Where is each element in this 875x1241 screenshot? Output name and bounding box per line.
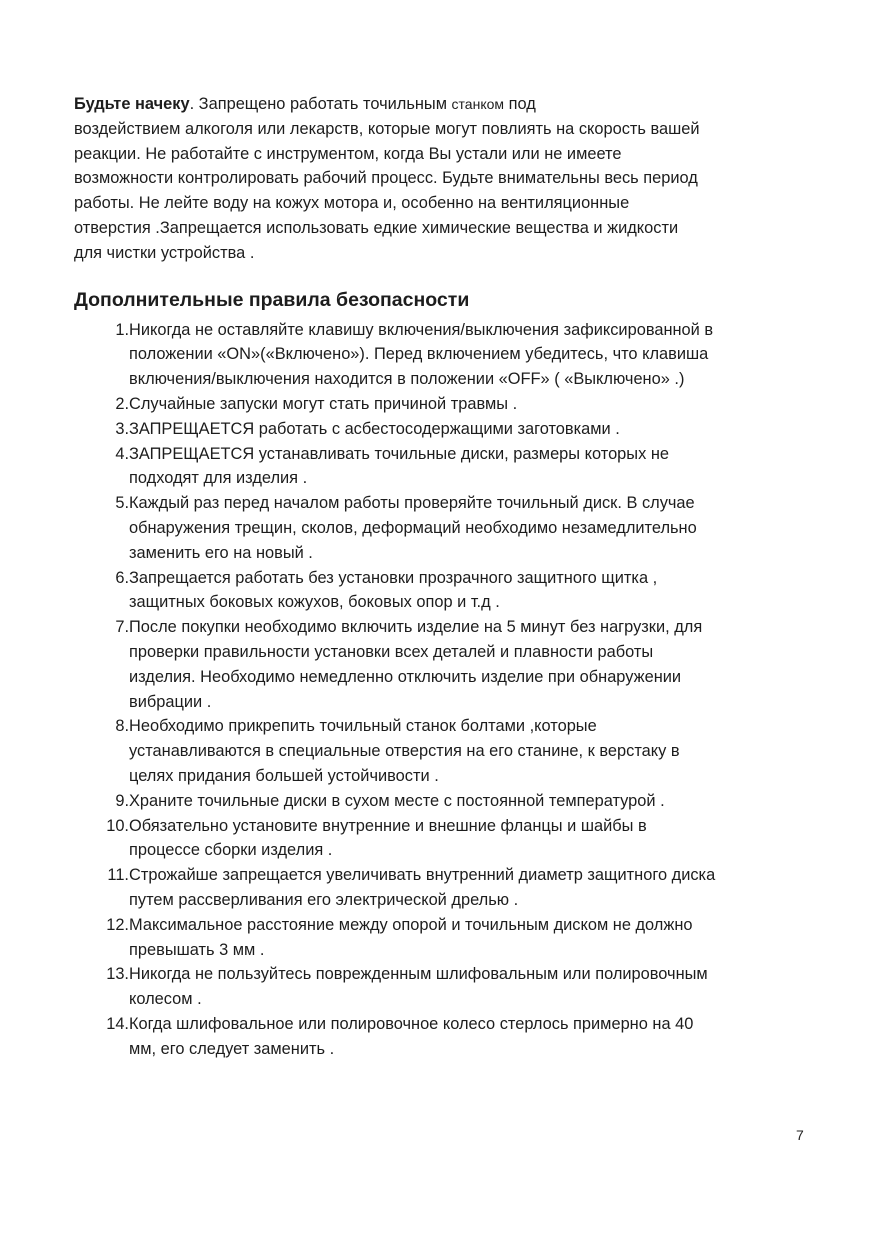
rule-text-line: ЗАПРЕЩАЕТСЯ устанавливать точильные диски, размеры которых не: [129, 444, 669, 463]
rule-text: [129, 863, 809, 913]
rule-text-line: целях придания большей устойчивости .: [129, 766, 439, 785]
safety-rules-list: [74, 318, 814, 1062]
document-page: [74, 92, 814, 1061]
rule-text-line: Строжайше запрещается увеличивать внутренний диаметр защитного диска: [129, 866, 716, 885]
rule-number: 2.: [115, 394, 129, 413]
rule-text: [129, 318, 809, 392]
rule-item: [74, 1012, 814, 1062]
rule-item: [74, 566, 814, 616]
rule-item: [74, 491, 814, 565]
rule-text-line: подходят для изделия .: [129, 469, 308, 488]
rule-number: 13.: [106, 965, 129, 984]
rule-text: [129, 442, 809, 492]
rule-text: [129, 417, 809, 442]
rule-item: [74, 392, 814, 417]
rule-number: 5.: [115, 494, 129, 513]
rule-number: 12.: [106, 915, 129, 934]
rule-item: [74, 913, 814, 963]
rule-text: [129, 615, 809, 714]
intro-line-7: для чистки устройства .: [74, 243, 255, 262]
rule-item: [74, 962, 814, 1012]
rule-text: [129, 714, 809, 788]
rule-text: [129, 1012, 809, 1062]
rule-text: [129, 491, 809, 565]
intro-line-1: [74, 92, 814, 117]
rule-text-line: обнаружения трещин, сколов, деформаций необходимо незамедлительно: [129, 518, 697, 537]
intro-line-1-part-a: . Запрещено работать точильным: [189, 95, 452, 113]
rule-item: [74, 318, 814, 392]
intro-paragraph: [74, 92, 814, 266]
rule-text-line: путем рассверливания его электрической дрелью .: [129, 890, 519, 909]
rule-text: [129, 566, 809, 616]
rule-text-line: процессе сборки изделия .: [129, 841, 333, 860]
page-number: 7: [796, 1127, 804, 1143]
rule-text-line: мм, его следует заменить .: [129, 1039, 335, 1058]
rule-number: 10.: [106, 816, 129, 835]
rule-text: [129, 392, 809, 417]
rule-text-line: заменить его на новый .: [129, 543, 313, 562]
rule-text-line: включения/выключения находится в положении «OFF» ( «Выключено» .): [129, 370, 685, 389]
rule-text-line: превышать 3 мм .: [129, 940, 265, 959]
intro-line-3: реакции. Не работайте с инструментом, когда Вы устали или не имеете: [74, 144, 622, 163]
rule-text-line: Никогда не пользуйтесь поврежденным шлифовальным или полировочным: [129, 965, 708, 984]
rule-text-line: защитных боковых кожухов, боковых опор и т.д .: [129, 593, 500, 612]
rule-text-line: ЗАПРЕЩАЕТСЯ работать с асбестосодержащими заготовками .: [129, 419, 620, 438]
rule-text-line: Необходимо прикрепить точильный станок болтами ,которые: [129, 717, 597, 736]
rule-text-line: Запрещается работать без установки прозрачного защитного щитка ,: [129, 568, 658, 587]
rule-number: 7.: [115, 618, 129, 637]
rule-item: [74, 789, 814, 814]
rule-text: [129, 789, 809, 814]
rule-number: 8.: [115, 717, 129, 736]
rule-number: 6.: [115, 568, 129, 587]
rule-number: 3.: [115, 419, 129, 438]
rule-number: 1.: [115, 320, 129, 339]
rule-text-line: После покупки необходимо включить изделие на 5 минут без нагрузки, для: [129, 618, 703, 637]
rule-text: [129, 913, 809, 963]
rule-number: 9.: [115, 791, 129, 810]
intro-line-6: отверстия .Запрещается использовать едкие химические вещества и жидкости: [74, 218, 679, 237]
section-title: Дополнительные правила безопасности: [74, 288, 470, 311]
rule-text-line: Каждый раз перед началом работы проверяйте точильный диск. В случае: [129, 494, 695, 513]
rule-text-line: Обязательно установите внутренние и внешние фланцы и шайбы в: [129, 816, 647, 835]
rule-text-line: Храните точильные диски в сухом месте с постоянной температурой .: [129, 791, 665, 810]
rule-item: [74, 814, 814, 864]
rule-text-line: Когда шлифовальное или полировочное колесо стерлось примерно на 40: [129, 1014, 694, 1033]
rule-item: [74, 442, 814, 492]
rule-text-line: Случайные запуски могут стать причиной травмы .: [129, 394, 518, 413]
rule-item: [74, 615, 814, 714]
intro-line-1-part-c: под: [504, 95, 536, 113]
rule-text-line: положении «ON»(«Включено»). Перед включением убедитесь, что клавиша: [129, 345, 709, 364]
rule-text-line: вибрации .: [129, 692, 212, 711]
intro-line-1-part-b: станком: [451, 96, 505, 112]
rule-item: [74, 714, 814, 788]
rule-text: [129, 962, 809, 1012]
rule-number: 11.: [107, 866, 129, 885]
rule-text-line: колесом .: [129, 990, 202, 1009]
rule-number: 14.: [106, 1014, 129, 1033]
intro-line-2: воздействием алкоголя или лекарств, которые могут повлиять на скорость вашей: [74, 119, 700, 138]
intro-line-5: работы. Не лейте воду на кожух мотора и, особенно на вентиляционные: [74, 194, 630, 213]
rule-text-line: изделия. Необходимо немедленно отключить изделие при обнаружении: [129, 667, 682, 686]
rule-number: 4.: [115, 444, 129, 463]
rule-item: [74, 417, 814, 442]
rule-text-line: устанавливаются в специальные отверстия на его станине, к верстаку в: [129, 742, 680, 761]
rule-text: [129, 814, 809, 864]
intro-lead: Будьте начеку: [74, 95, 190, 113]
rule-text-line: проверки правильности установки всех деталей и плавности работы: [129, 642, 654, 661]
intro-line-4: возможности контролировать рабочий процесс. Будьте внимательны весь период: [74, 169, 698, 188]
rule-text-line: Максимальное расстояние между опорой и точильным диском не должно: [129, 915, 693, 934]
rule-item: [74, 863, 814, 913]
rule-text-line: Никогда не оставляйте клавишу включения/выключения зафиксированной в: [129, 320, 714, 339]
